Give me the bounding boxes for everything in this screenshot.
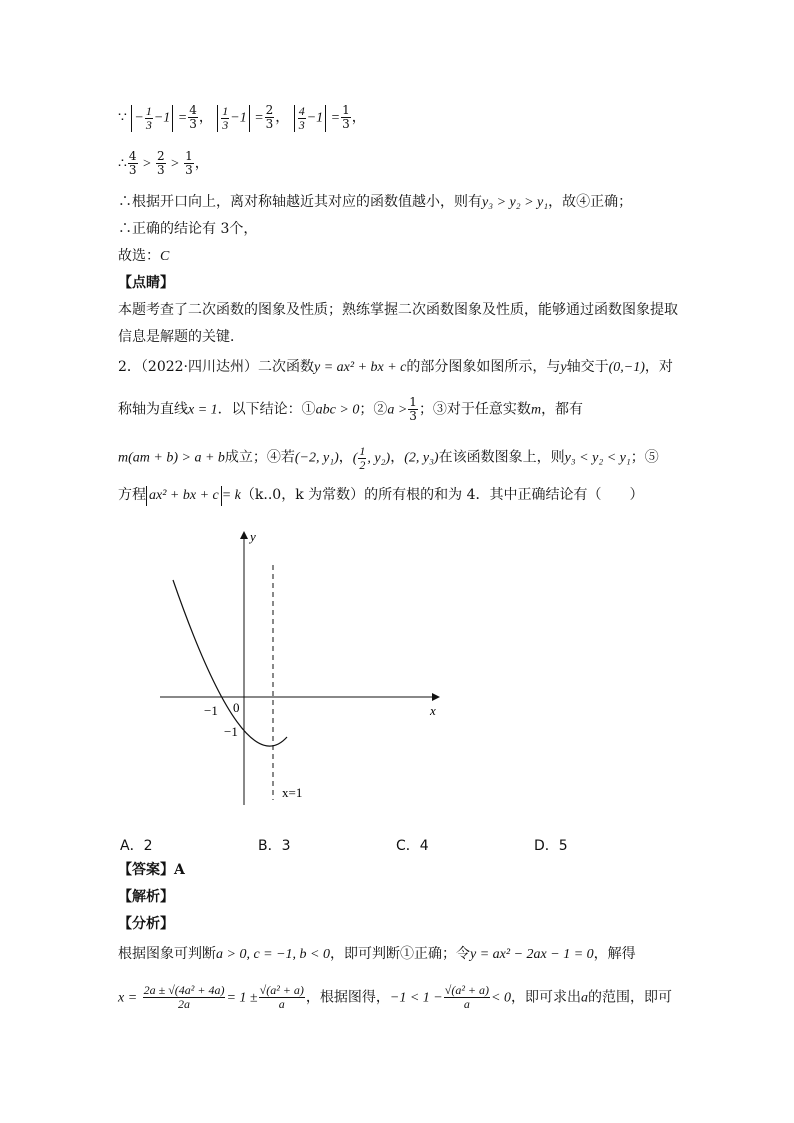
option-c[interactable]: C．4	[396, 838, 429, 854]
jiexi-label: 【解析】	[118, 889, 174, 905]
range-fraction: $\frac{\text{√(a² + a)}}{a}$	[444, 983, 490, 1011]
option-d[interactable]: D．5	[534, 838, 568, 854]
ordering-line: ∴ $\frac{4}{3}$ > $\frac{2}{3}$ > $\frac{1}{3}$ ，	[118, 149, 209, 177]
parabola-graph	[160, 525, 450, 815]
abs-expr-3: $\frac{4}{3}$ −1	[294, 105, 326, 132]
origin-label: 0	[233, 700, 240, 715]
dianjing-label: 【点睛】	[118, 275, 174, 291]
abs-comparison-line: ∵ − $\frac{1}{3}$ −1 = $\frac{4}{3}$ ， $\frac{1}{3}$ −1 = $\frac{2}{3}$ ， $\frac{4}{3}$ −1 = $\frac{1}{3}$ ，	[118, 103, 366, 132]
therefore-symbol: ∴	[118, 155, 127, 172]
abs-expr-2: $\frac{1}{3}$ −1	[217, 105, 249, 132]
because-symbol: ∵	[118, 109, 127, 126]
symmetry-axis-label: x=1	[282, 785, 303, 800]
dianjing-text-1: 本题考查了二次函数的图象及性质；熟练掌握二次函数图象及性质，能够通过函数图象提取	[118, 302, 678, 318]
x-axis-label: x	[430, 703, 436, 718]
choice-line: 故选：C	[118, 248, 170, 264]
answer-label: 【答案】A	[118, 862, 185, 878]
option-b[interactable]: B．3	[258, 838, 291, 854]
question-line-2: 称轴为直线x = 1．以下结论：①abc > 0；②a > $\frac{1}{3}$ ；③对于任意实数m，都有	[118, 395, 584, 423]
parabola-curve	[173, 580, 287, 746]
y-axis-label: y	[250, 529, 256, 544]
solution-fraction: $\frac{\text{2a ± √(4a² + 4a)}}{2a}$	[143, 983, 225, 1011]
abs-expr-1: − $\frac{1}{3}$ −1	[131, 105, 173, 132]
solution-fraction-2: $\frac{\text{√(a² + a)}}{a}$	[259, 983, 304, 1011]
question-line-1: 2．（2022·四川达州）二次函数y = ax² + bx + c的部分图象如图所示，与y轴交于(0,−1)，对	[118, 359, 673, 375]
count-line: ∴正确的结论有 3个，	[118, 221, 258, 237]
fenxi-label: 【分析】	[118, 916, 174, 932]
question-line-4: 方程 ax² + bx + c = k（k..0，k 为常数）的所有根的和为 4．其中正确结论有（ ）	[118, 485, 644, 506]
fenxi-line-1: 根据图象可判断a > 0, c = −1, b < 0，即可判断①正确；令y = ax² − 2ax − 1 = 0，解得	[118, 946, 636, 962]
dianjing-text-2: 信息是解题的关键．	[118, 329, 244, 345]
tick-neg1-x: −1	[204, 703, 218, 718]
fenxi-line-2: x = $\frac{\text{2a ± √(4a² + 4a)}}{2a}$ = 1 ± $\frac{\text{√(a² + a)}}{a}$ ，根据图得，−1 < 1 − $\frac{\text{√(a² + a)}}{a}$ < 0，即可求出a的范围，即可	[118, 983, 672, 1011]
question-line-3: m(am + b) > a + b成立；④若(−2, y₁)，( $\frac{1}{2}$ , y₂)，(2, y₃)在该函数图象上，则y₃ < y₂ < y₁；⑤	[118, 444, 659, 472]
tick-neg1-y: −1	[224, 724, 238, 739]
option-a[interactable]: A．2	[120, 838, 153, 854]
conclusion-yvals-line: ∴根据开口向上，离对称轴越近其对应的函数值越小，则有y₃ > y₂ > y₁，故④正确；	[118, 194, 633, 210]
